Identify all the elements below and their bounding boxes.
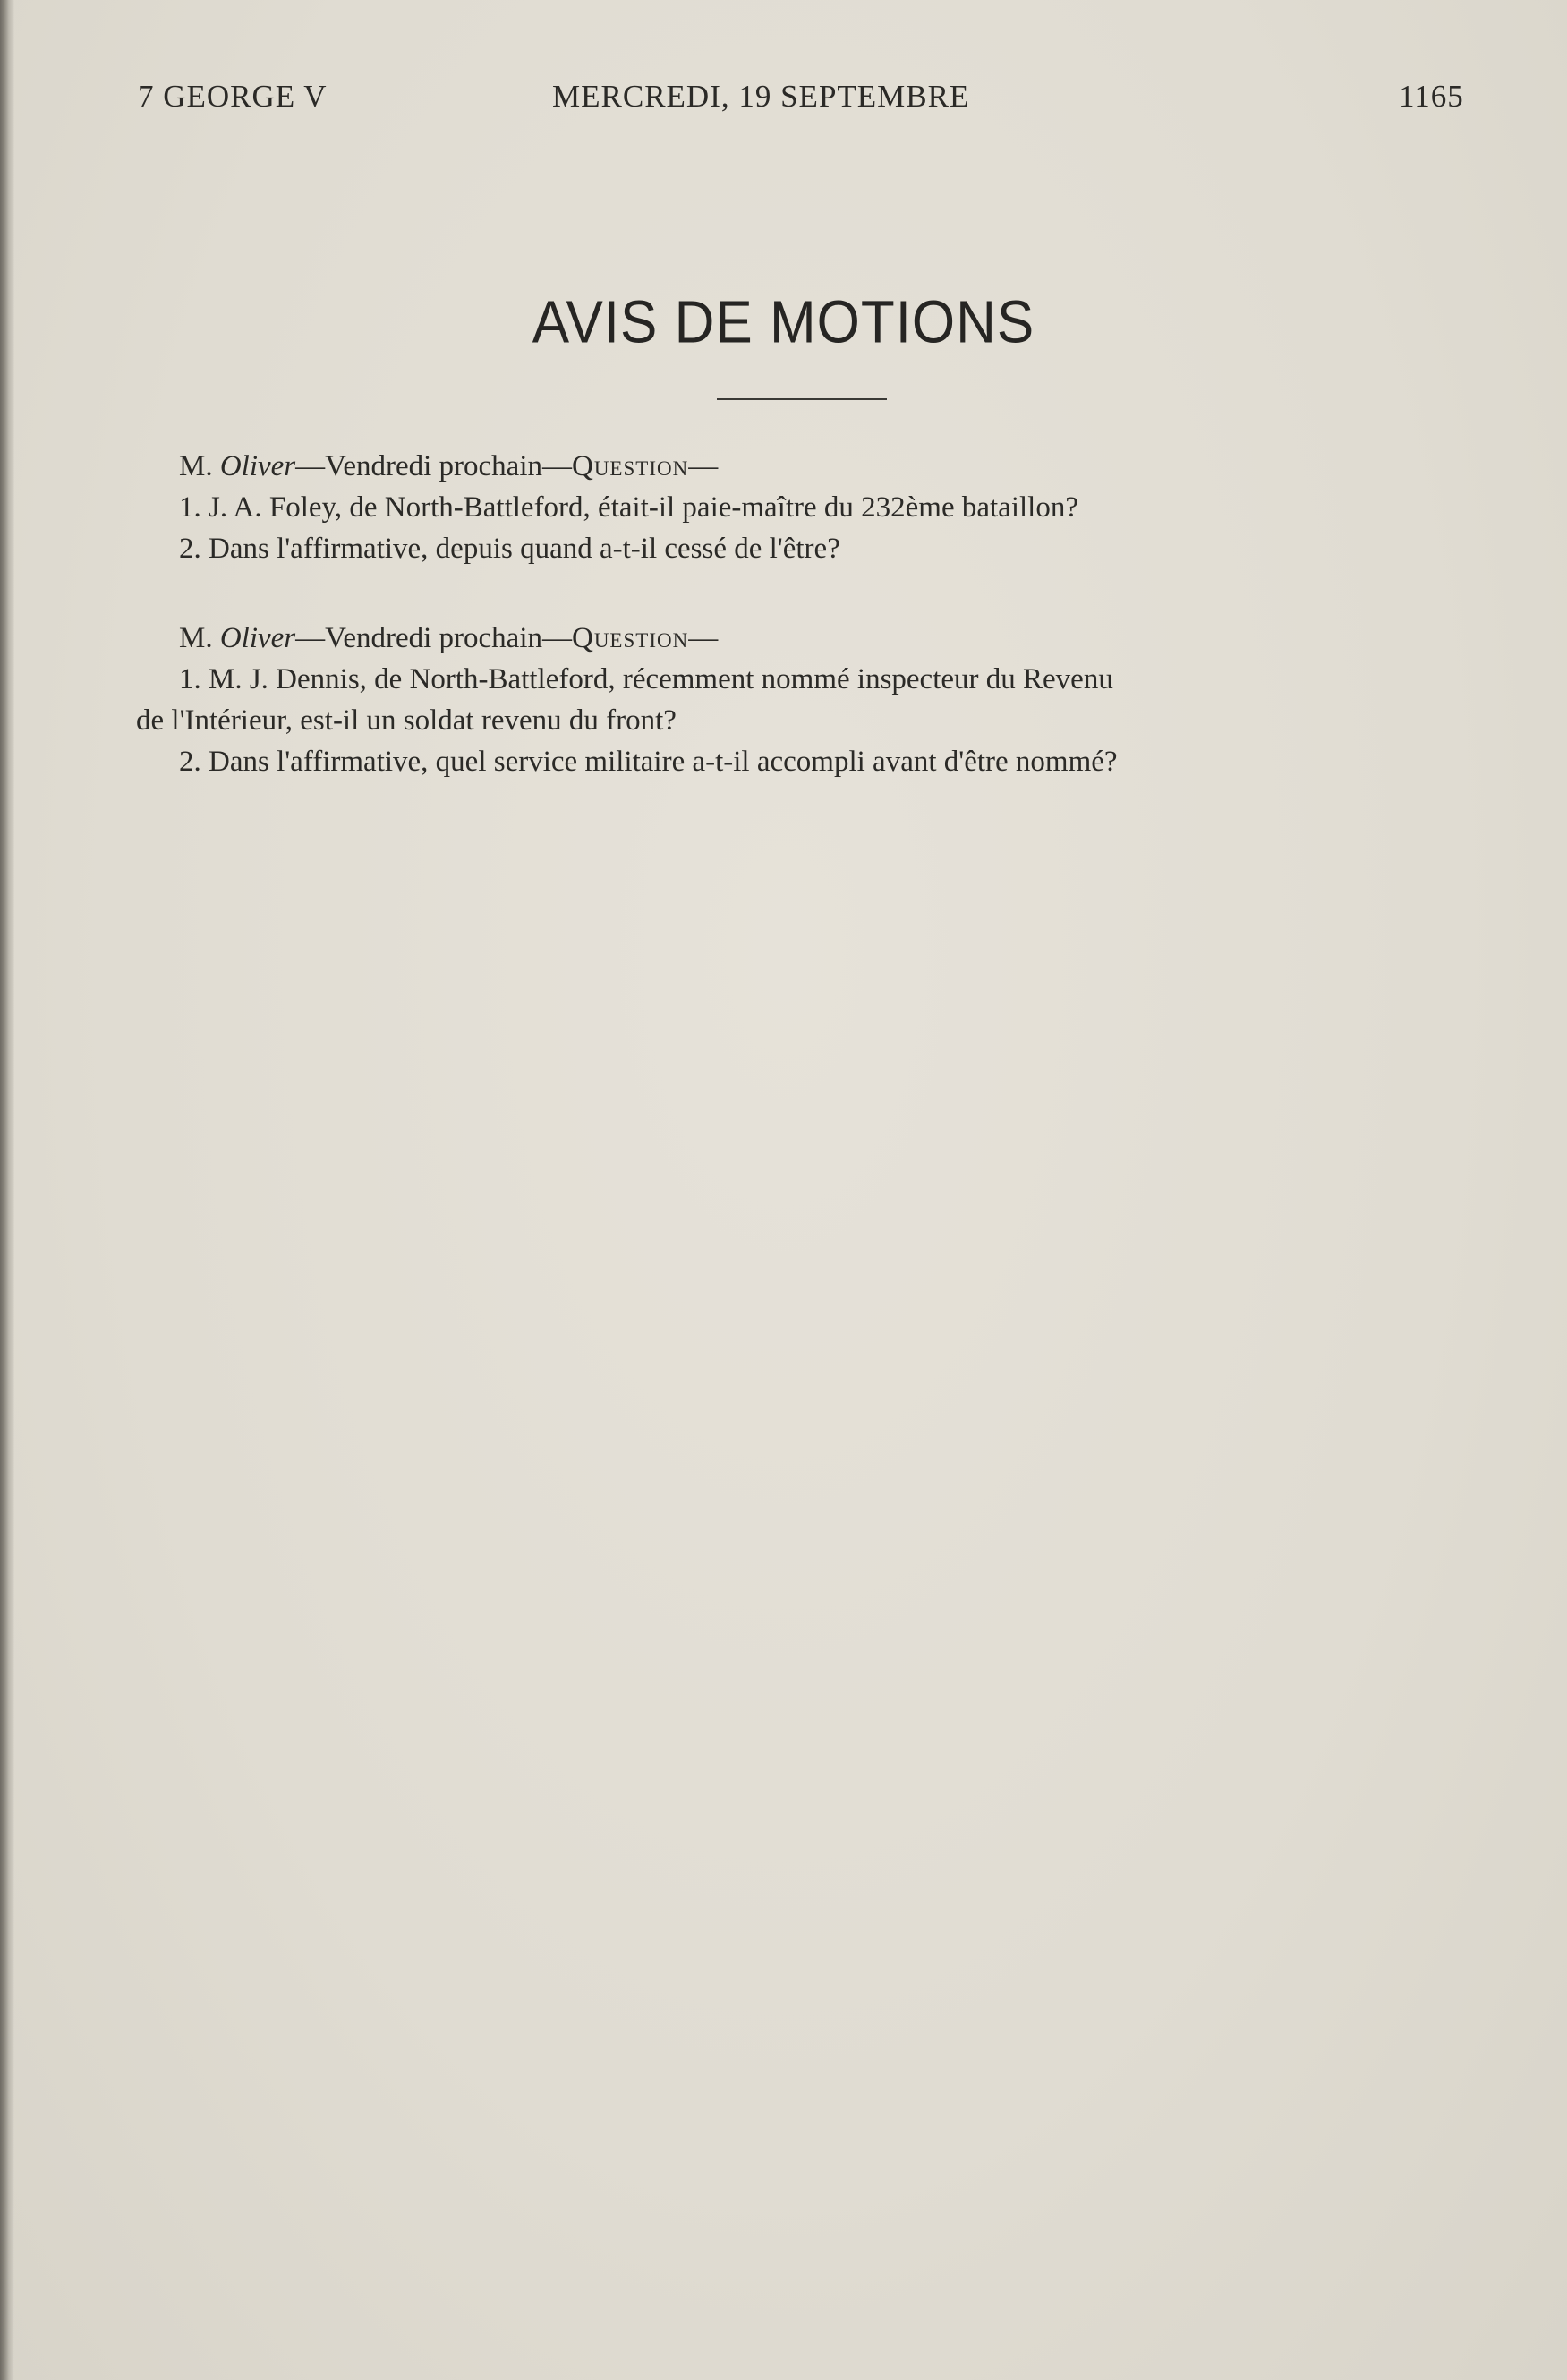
running-head-session: 7 GEORGE V — [138, 79, 328, 114]
mover-name: Oliver — [219, 622, 296, 654]
motion-2-heading — [179, 618, 1468, 659]
page-number: 1165 — [1399, 79, 1464, 114]
motion-kind-suffix: — — [688, 622, 719, 654]
motion-2-question-1: 1. M. J. Dennis, de North-Battleford, récemment nommé inspecteur du Revenu — [179, 663, 1113, 695]
mover-prefix: M. — [179, 622, 220, 654]
motion-kind: Question — [571, 450, 689, 482]
motion-kind-suffix: — — [688, 450, 719, 482]
page-binding-edge — [0, 0, 14, 2380]
motion-1-question-2: 2. Dans l'affirmative, depuis quand a-t-il cessé de l'être? — [179, 533, 840, 565]
motion-kind: Question — [571, 622, 689, 654]
motion-1-question-1: 1. J. A. Foley, de North-Battleford, était-il paie-maître du 232ème bataillon? — [179, 491, 1078, 524]
motion-2 — [136, 618, 1468, 782]
motion-when: —Vendredi prochain— — [295, 450, 572, 482]
motion-when: —Vendredi prochain— — [295, 622, 572, 654]
running-head-date: MERCREDI, 19 SEPTEMBRE — [552, 79, 970, 114]
mover-name: Oliver — [219, 450, 296, 482]
mover-prefix: M. — [179, 450, 220, 482]
section-title: AVIS DE MOTIONS — [532, 289, 1035, 356]
running-head — [0, 79, 1567, 124]
motion-1 — [179, 446, 1468, 569]
motion-1-heading — [179, 446, 1468, 487]
motion-2-question-1-continued: de l'Intérieur, est-il un soldat revenu du front? — [136, 704, 677, 737]
title-rule — [717, 398, 887, 400]
motion-2-question-2: 2. Dans l'affirmative, quel service militaire a-t-il accompli avant d'être nommé? — [179, 746, 1118, 778]
